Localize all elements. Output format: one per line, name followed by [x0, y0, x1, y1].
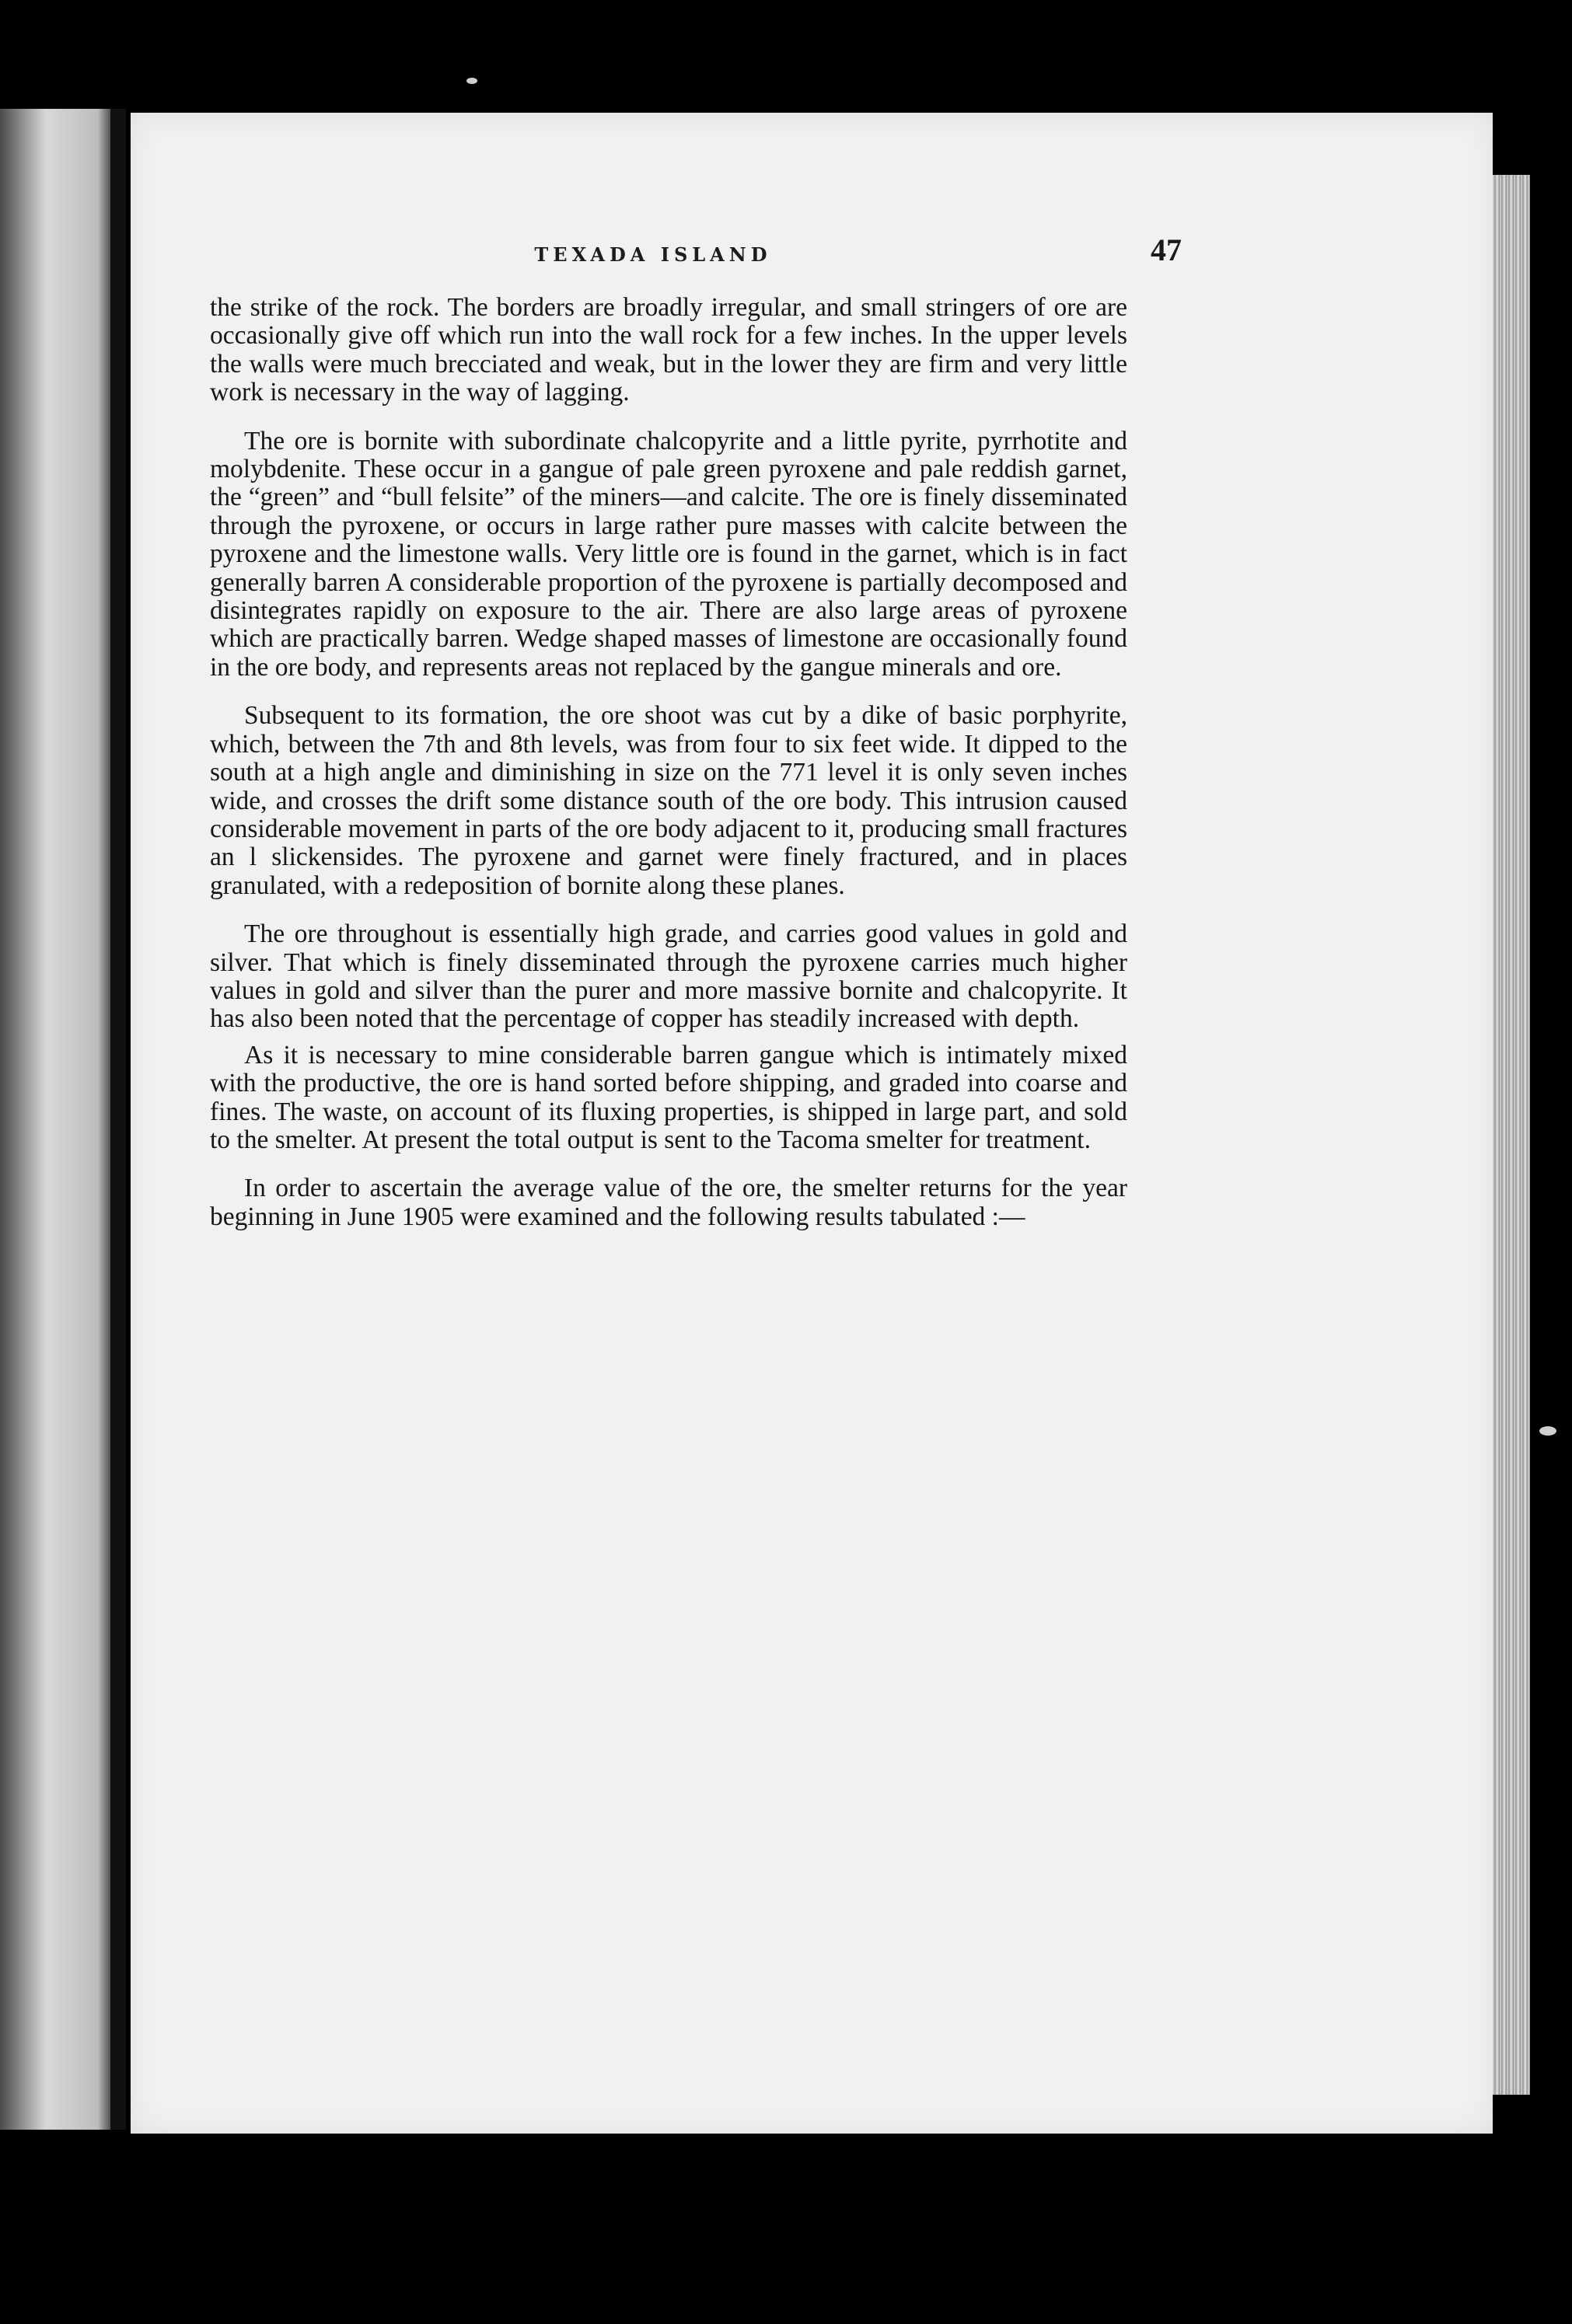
paragraph: The ore throughout is essentially high grade, and carries good values in gold and silver. That which is finely disseminated through the pyroxene carries much higher values in gold and silver than the purer and more massive bornite and chalcopyrite. It has also been noted that the percentage of copper has steadily increased with depth.: [210, 919, 1127, 1034]
paragraph: As it is necessary to mine considerable barren gangue which is intimately mixed with the productive, the ore is hand sorted before shipping, and graded into coarse and fines. The waste, on account of its fluxing properties, is shipped in large part, and sold to the smelter. At present the total output is sent to the Tacoma smelter for treatment.: [210, 1040, 1127, 1154]
paragraph: the strike of the rock. The borders are broadly irregular, and small stringers of ore are occasionally give off which run into the wall rock for a few inches. In the upper levels the walls were much brecciated and weak, but in the lower they are firm and very little work is necessary in the way of lagging.: [210, 293, 1127, 407]
book-gutter: [110, 109, 126, 2130]
paragraph: Subsequent to its formation, the ore shoot was cut by a dike of basic porphyrite, which, between the 7th and 8th levels, was from four to six feet wide. It dipped to the south at a high angle and diminishing in size on the 771 level it is only seven inches wide, and crosses the drift some distance south of the ore body. This intrusion caused considerable movement in parts of the ore body adjacent to it, producing small fractures an l slickensides. The pyroxene and garnet were finely fractured, and in places granulated, with a redeposition of bornite along these planes.: [210, 701, 1127, 900]
scan-speck: [466, 78, 477, 84]
running-title: TEXADA ISLAND: [534, 243, 772, 266]
paragraph: In order to ascertain the average value of the ore, the smelter returns for the year beginning in June 1905 were examined and the following results tabulated :—: [210, 1174, 1127, 1231]
scan-speck: [1539, 1426, 1556, 1436]
right-page-edges: [1493, 175, 1530, 2095]
paragraph: The ore is bornite with subordinate chalcopyrite and a little pyrite, pyrrhotite and molybdenite. These occur in a gangue of pale green pyroxene and pale reddish garnet, the “green” and “bull felsite” of the miners—and calcite. The ore is finely disseminated through the pyroxene, or occurs in large rather pure masses with calcite between the pyroxene and the limestone walls. Very little ore is found in the garnet, which is in fact generally barren A considerable proportion of the pyroxene is partially decomposed and disintegrates rapidly on exposure to the air. There are also large areas of pyroxene which are practically barren. Wedge shaped masses of limestone are occasionally found in the ore body, and represents areas not replaced by the gangue minerals and ore.: [210, 426, 1127, 682]
page-number: 47: [1151, 232, 1182, 267]
body-text: [210, 294, 1127, 1251]
left-page-edge: [0, 109, 115, 2130]
